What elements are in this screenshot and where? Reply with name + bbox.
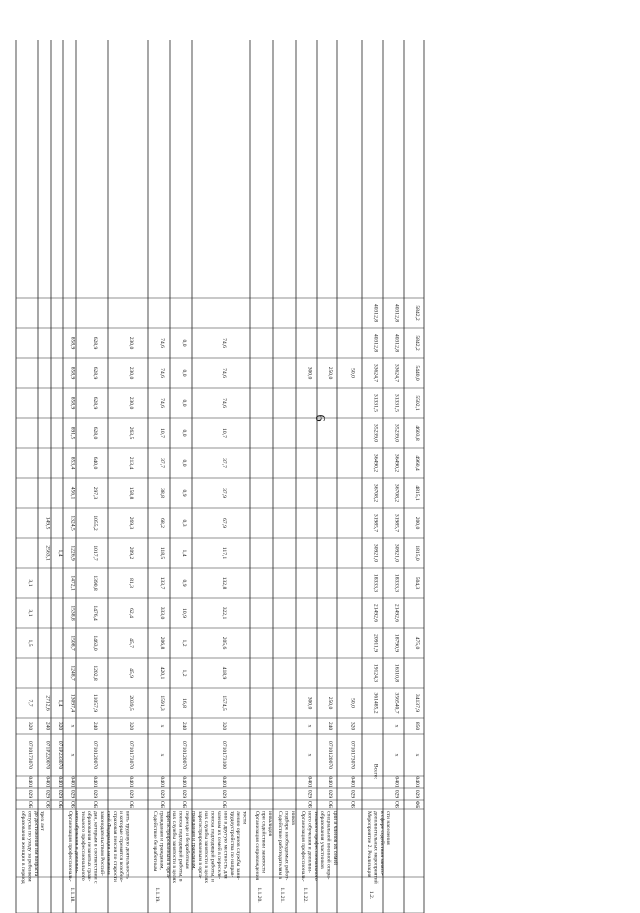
code-cell: 071P220070 [44,740,51,770]
value-cell: 21492,6 [372,603,379,623]
code-cell: ОБ [306,800,313,809]
row-description: нах службы занятости в целях [203,811,210,884]
code-cell: ОБ [27,800,33,809]
value-cell: 74,6 [221,338,227,348]
row-description: сти населения [385,811,392,845]
value-cell: 45,9 [128,668,134,678]
row-description: инвалидов [266,811,273,837]
value-cell: 31331,5 [393,393,400,413]
value-cell: 74,6 [221,398,227,408]
code-cell: 320 [27,721,33,731]
code-cell: 029 [181,789,187,799]
row-description: тельного профессионального [312,811,319,881]
value-cell: 250,0 [327,366,333,380]
value-cell: 3,1 [27,579,33,587]
row-description: страховая пенсия по старости [111,811,118,882]
value-cell: 20911,9 [372,634,379,652]
value-cell: 4960,4 [414,455,420,471]
row-description: членам их семей в переселе- [216,811,222,880]
value-cell: 0,3 [181,519,187,527]
value-cell: 40312,8 [372,333,379,353]
value-cell: 1574,5 [221,695,227,711]
code-cell: ОБ [393,800,400,809]
value-cell: 21492,6 [393,603,400,623]
value-cell: 45,7 [128,638,134,648]
value-cell: 475,0 [414,636,420,650]
code-cell: 0401 [414,776,420,788]
code-cell: 029 [27,789,33,799]
code-cell: 240 [327,721,333,731]
row-description: подборе необходимых работ- [283,811,290,881]
value-cell: 858,9 [69,396,76,410]
code-cell: 0710120070 [327,741,333,769]
row-description: образования незанятых граж- [86,811,93,882]
value-cell: 1202,8 [92,665,98,681]
value-cell: 628,0 [92,426,98,440]
value-cell: 74,6 [159,368,165,378]
value-cell: 1,4 [57,699,63,707]
value-cell: 67,9 [221,518,227,528]
value-cell: 1226,9 [69,545,76,561]
row-description: специальной военной опера- [325,811,332,880]
value-cell: 40312,8 [393,333,400,353]
value-cell: 418,9 [221,666,227,680]
row-description: ников [289,811,296,825]
value-cell: 1591,3 [159,695,165,711]
row-description: законодательством Россий- [99,811,105,876]
code-cell: 029 [69,789,76,799]
code-cell: 0401 [159,776,165,788]
value-cell: 133,7 [159,576,165,590]
code-cell: ОБ [159,800,165,809]
code-cell: 0710120070 [181,741,187,769]
value-cell: 4603,8 [414,425,420,441]
value-cell: 230,0 [128,366,134,380]
row-description: ного обучения и дополни- [73,811,80,874]
value-cell: 361485,2 [372,692,379,714]
value-cell: 200,0 [414,516,420,530]
row-description: зарегистрированным в орга- [164,811,171,879]
code-cell: 029 [414,789,420,799]
value-cell: 1476,4 [92,605,98,621]
value-cell: 7,7 [27,699,33,707]
code-cell: ОБ [327,800,333,809]
value-cell: 74,6 [159,398,165,408]
value-cell: 858,9 [69,336,76,350]
value-cell: 356540,7 [393,692,400,714]
code-cell: 0710173070 [27,741,33,769]
value-cell: 1,5 [27,639,33,647]
value-cell: 118,5 [159,546,165,560]
value-cell: 206,8 [159,636,165,650]
value-cell: 1538,8 [69,605,76,621]
row-description: Содействие безработным [152,811,158,872]
value-cell: 640,0 [92,456,98,470]
value-cell: 35239,0 [372,423,379,443]
code-cell: ОБ [92,800,98,809]
code-cell: 320 [57,721,63,731]
value-cell: 858,9 [69,366,76,380]
code-cell: 0401 [69,776,76,788]
value-cell: 853,4 [69,456,76,470]
row-number: 1.2. [368,890,374,900]
row-description: ской Федерации назначена [105,811,112,875]
value-cell: 30921,0 [393,543,400,563]
value-cell: 117,1 [221,546,227,560]
value-cell: 0,0 [181,399,187,407]
code-cell: 0401 [57,776,63,788]
value-cell: 1,4 [57,549,63,557]
row-description: тости [241,811,248,825]
value-cell: 250,0 [327,696,333,710]
value-cell: 50,0 [349,698,356,708]
value-cell: 34137,9 [414,693,420,713]
value-cell: 1248,7 [69,665,76,681]
value-cell: 18333,3 [372,573,379,593]
row-description: гражданам и гражданам, [158,811,165,870]
row-description: Мероприятие 2. Реализация [366,811,372,878]
row-description: образования женщин в период [20,811,26,884]
value-cell: 158,8 [128,486,134,500]
code-cell: x [393,753,400,757]
row-description: лению органов службы заня- [235,811,242,880]
row-number: 1.1.19. [154,887,160,903]
page-number: 6 [312,414,327,422]
value-cell: 269,3 [128,516,134,530]
code-cell: 0401 [393,776,400,788]
code-cell: 029 [128,789,134,799]
value-cell: 33624,7 [372,363,379,383]
code-cell: ОБ [69,800,76,809]
code-cell: ОБ [221,800,227,809]
code-cell: 0710120070 [92,741,98,769]
value-cell: 36708,2 [393,483,400,503]
code-cell: ОБ [44,800,51,809]
value-cell: 74,6 [159,338,165,348]
value-cell: 4815,1 [414,485,420,501]
value-cell: 456,1 [69,486,76,500]
value-cell: 2712,6 [44,695,51,711]
value-cell: 37,7 [221,458,227,468]
code-cell: 0710173100 [221,741,227,769]
value-cell: 300,0 [306,366,313,380]
value-cell: 300,0 [306,696,313,710]
value-cell: 10,9 [181,608,187,618]
code-cell: 029 [57,789,63,799]
code-cell: x [306,753,313,757]
value-cell: 1017,7 [92,545,98,561]
value-cell: 132,8 [221,576,227,590]
value-cell: 1472,1 [69,575,76,591]
value-cell: 1,2 [181,669,187,677]
row-description: при содействии занятости [260,811,267,874]
value-cell: 1324,5 [69,515,76,531]
value-cell: 1463,0 [92,635,98,651]
row-description: поиска подходящей работы, в [177,811,184,882]
row-number: 1.1.21. [279,887,285,903]
code-cell: 320 [128,721,134,731]
value-cell: 37,7 [159,458,165,468]
value-cell: 68,2 [159,518,165,528]
value-cell: 333,0 [159,606,165,620]
value-cell: 3,1 [27,609,33,617]
code-cell: 029 [327,789,333,799]
code-cell: 0401 [327,776,333,788]
code-cell: 029 [221,789,227,799]
value-cell: 36490,2 [393,453,400,473]
code-cell: x [69,753,76,757]
code-cell: 0401 [181,776,187,788]
value-cell: 1815,0 [414,545,420,561]
value-cell: 10,7 [159,428,165,438]
code-cell: 320 [221,721,227,731]
code-cell: 320 [349,721,356,731]
value-cell: 2563,1 [44,545,51,561]
value-cell: 213,4 [128,456,134,470]
row-description: и которые стремятся возобно- [118,811,125,883]
row-description: до достижения им возраста [32,811,39,877]
value-cell: 33624,7 [393,363,400,383]
code-cell: x [69,724,76,728]
value-cell: 18790,9 [393,633,400,653]
value-cell: 1,2 [181,639,187,647]
code-cell: 029 [44,789,51,799]
value-cell: 0,9 [181,579,187,587]
value-cell: 504,3 [414,576,420,590]
value-cell: 16310,8 [393,663,400,683]
value-cell: 11057,9 [92,694,98,712]
row-number: 1.1.18. [69,887,75,903]
value-cell: 37,9 [221,488,227,498]
row-description: дополнительных мероприятий [372,811,379,884]
value-cell: 16,8 [181,698,187,708]
value-cell: 1055,2 [92,515,98,531]
value-cell: 149,5 [44,516,51,530]
total-label: Всего: [372,763,379,780]
value-cell: 40312,8 [372,303,379,323]
code-cell: 240 [92,721,98,731]
code-cell: ОБ [57,800,63,809]
code-cell: x [414,753,420,757]
value-cell: 18333,3 [393,573,400,593]
value-cell: 30921,0 [372,543,379,563]
code-cell: 071P233070 [57,740,63,770]
row-description: нах службы занятости в целях [171,811,178,884]
value-cell: 0,0 [181,459,187,467]
value-cell: 19124,3 [372,663,379,683]
row-description: вить трудовую деятельность [124,811,131,879]
value-cell: 297,3 [92,486,98,500]
row-description: Содействие работодателям в [277,811,283,880]
value-cell: 5842,2 [414,305,420,321]
value-cell: 36490,2 [372,453,379,473]
code-cell: 240 [44,721,51,731]
value-cell: 628,9 [92,396,98,410]
code-cell: ОБ [349,800,356,809]
code-cell: x [393,724,400,728]
value-cell: 5440,0 [414,365,420,381]
value-cell: 31985,7 [393,513,400,533]
row-description: отпуска по уходу за ребенком [26,811,33,882]
row-description: Организация профессиональ- [300,811,306,882]
row-description: дан, которым в соответствии с [92,811,99,884]
value-cell: 13097,4 [69,693,76,713]
value-cell: 209,2 [128,546,134,560]
value-cell: 322,1 [221,606,227,620]
code-cell: 0401 [128,776,134,788]
value-cell: 50,0 [349,368,356,378]
value-cell: 36708,2 [372,483,379,503]
value-cell: 0,0 [181,339,187,347]
row-description: Организация профессиональ- [67,811,73,882]
code-cell: 0401 [27,776,33,788]
row-description: трех лет [39,811,46,831]
value-cell: 40312,8 [393,303,400,323]
row-number: 1.1.22. [302,887,308,903]
row-description: тельного профессионального [79,811,86,881]
value-cell: 0,0 [181,369,187,377]
code-cell: 0710173070 [349,741,356,769]
code-cell: 0710173070 [128,741,134,769]
value-cell: 74,6 [221,368,227,378]
value-cell: 628,9 [92,336,98,350]
value-cell: 420,1 [159,666,165,680]
value-cell: 628,9 [92,366,98,380]
code-cell: 029 [159,789,165,799]
value-cell: 1,4 [181,549,187,557]
code-cell: ФБ [414,800,420,809]
value-cell: 891,5 [69,426,76,440]
code-cell: 240 [181,721,187,731]
code-cell: x [306,724,313,728]
value-cell: 0,0 [181,429,187,437]
value-cell: 5502,1 [414,395,420,411]
value-cell: 38,8 [159,488,165,498]
value-cell: 263,5 [128,426,134,440]
value-cell: 62,4 [128,608,134,618]
code-cell: 0401 [92,776,98,788]
row-description: поиска подходящей работы, и [209,811,216,882]
value-cell: 5842,2 [414,335,420,351]
value-cell: 205,6 [221,636,227,650]
row-description: нии в другую местность для [222,811,229,879]
code-cell: ОБ [181,800,187,809]
code-cell: ОБ [128,800,134,809]
value-cell: 1508,7 [69,635,76,651]
row-description: гражданам и гражданам, [190,811,197,870]
row-description: в сфере содействия занято- [378,811,385,876]
value-cell: 0,9 [181,489,187,497]
code-cell: 0401 [221,776,227,788]
row-description: Организация сопровождения [254,811,260,881]
code-cell: 0401 [44,776,51,788]
value-cell: 35239,0 [393,423,400,443]
value-cell: 31985,7 [372,513,379,533]
code-cell: 0401 [349,776,356,788]
row-description: трудоустройства по направ- [228,811,235,878]
row-number: 1.1.20. [256,887,262,903]
code-cell: x [159,753,165,757]
value-cell: 1390,8 [92,575,98,591]
code-cell: 029 [92,789,98,799]
row-description: зарегистрированным в орга- [196,811,203,879]
code-cell: 850 [414,721,420,731]
value-cell: 81,3 [128,578,134,588]
row-description: переезде и безработным [184,811,190,869]
code-cell: 029 [393,789,400,799]
value-cell: 230,0 [128,396,134,410]
value-cell: 2039,5 [128,695,134,711]
value-cell: 230,0 [128,336,134,350]
code-cell: 0401 [306,776,313,788]
row-description: ного обучения и дополни- [306,811,313,874]
row-description: ции и членов их семей [332,811,338,865]
value-cell: 31331,5 [372,393,379,413]
value-cell: 10,7 [221,428,227,438]
code-cell: 029 [349,789,356,799]
code-cell: 029 [306,789,313,799]
code-cell: x [159,724,165,728]
row-description: образования участников [319,811,326,869]
